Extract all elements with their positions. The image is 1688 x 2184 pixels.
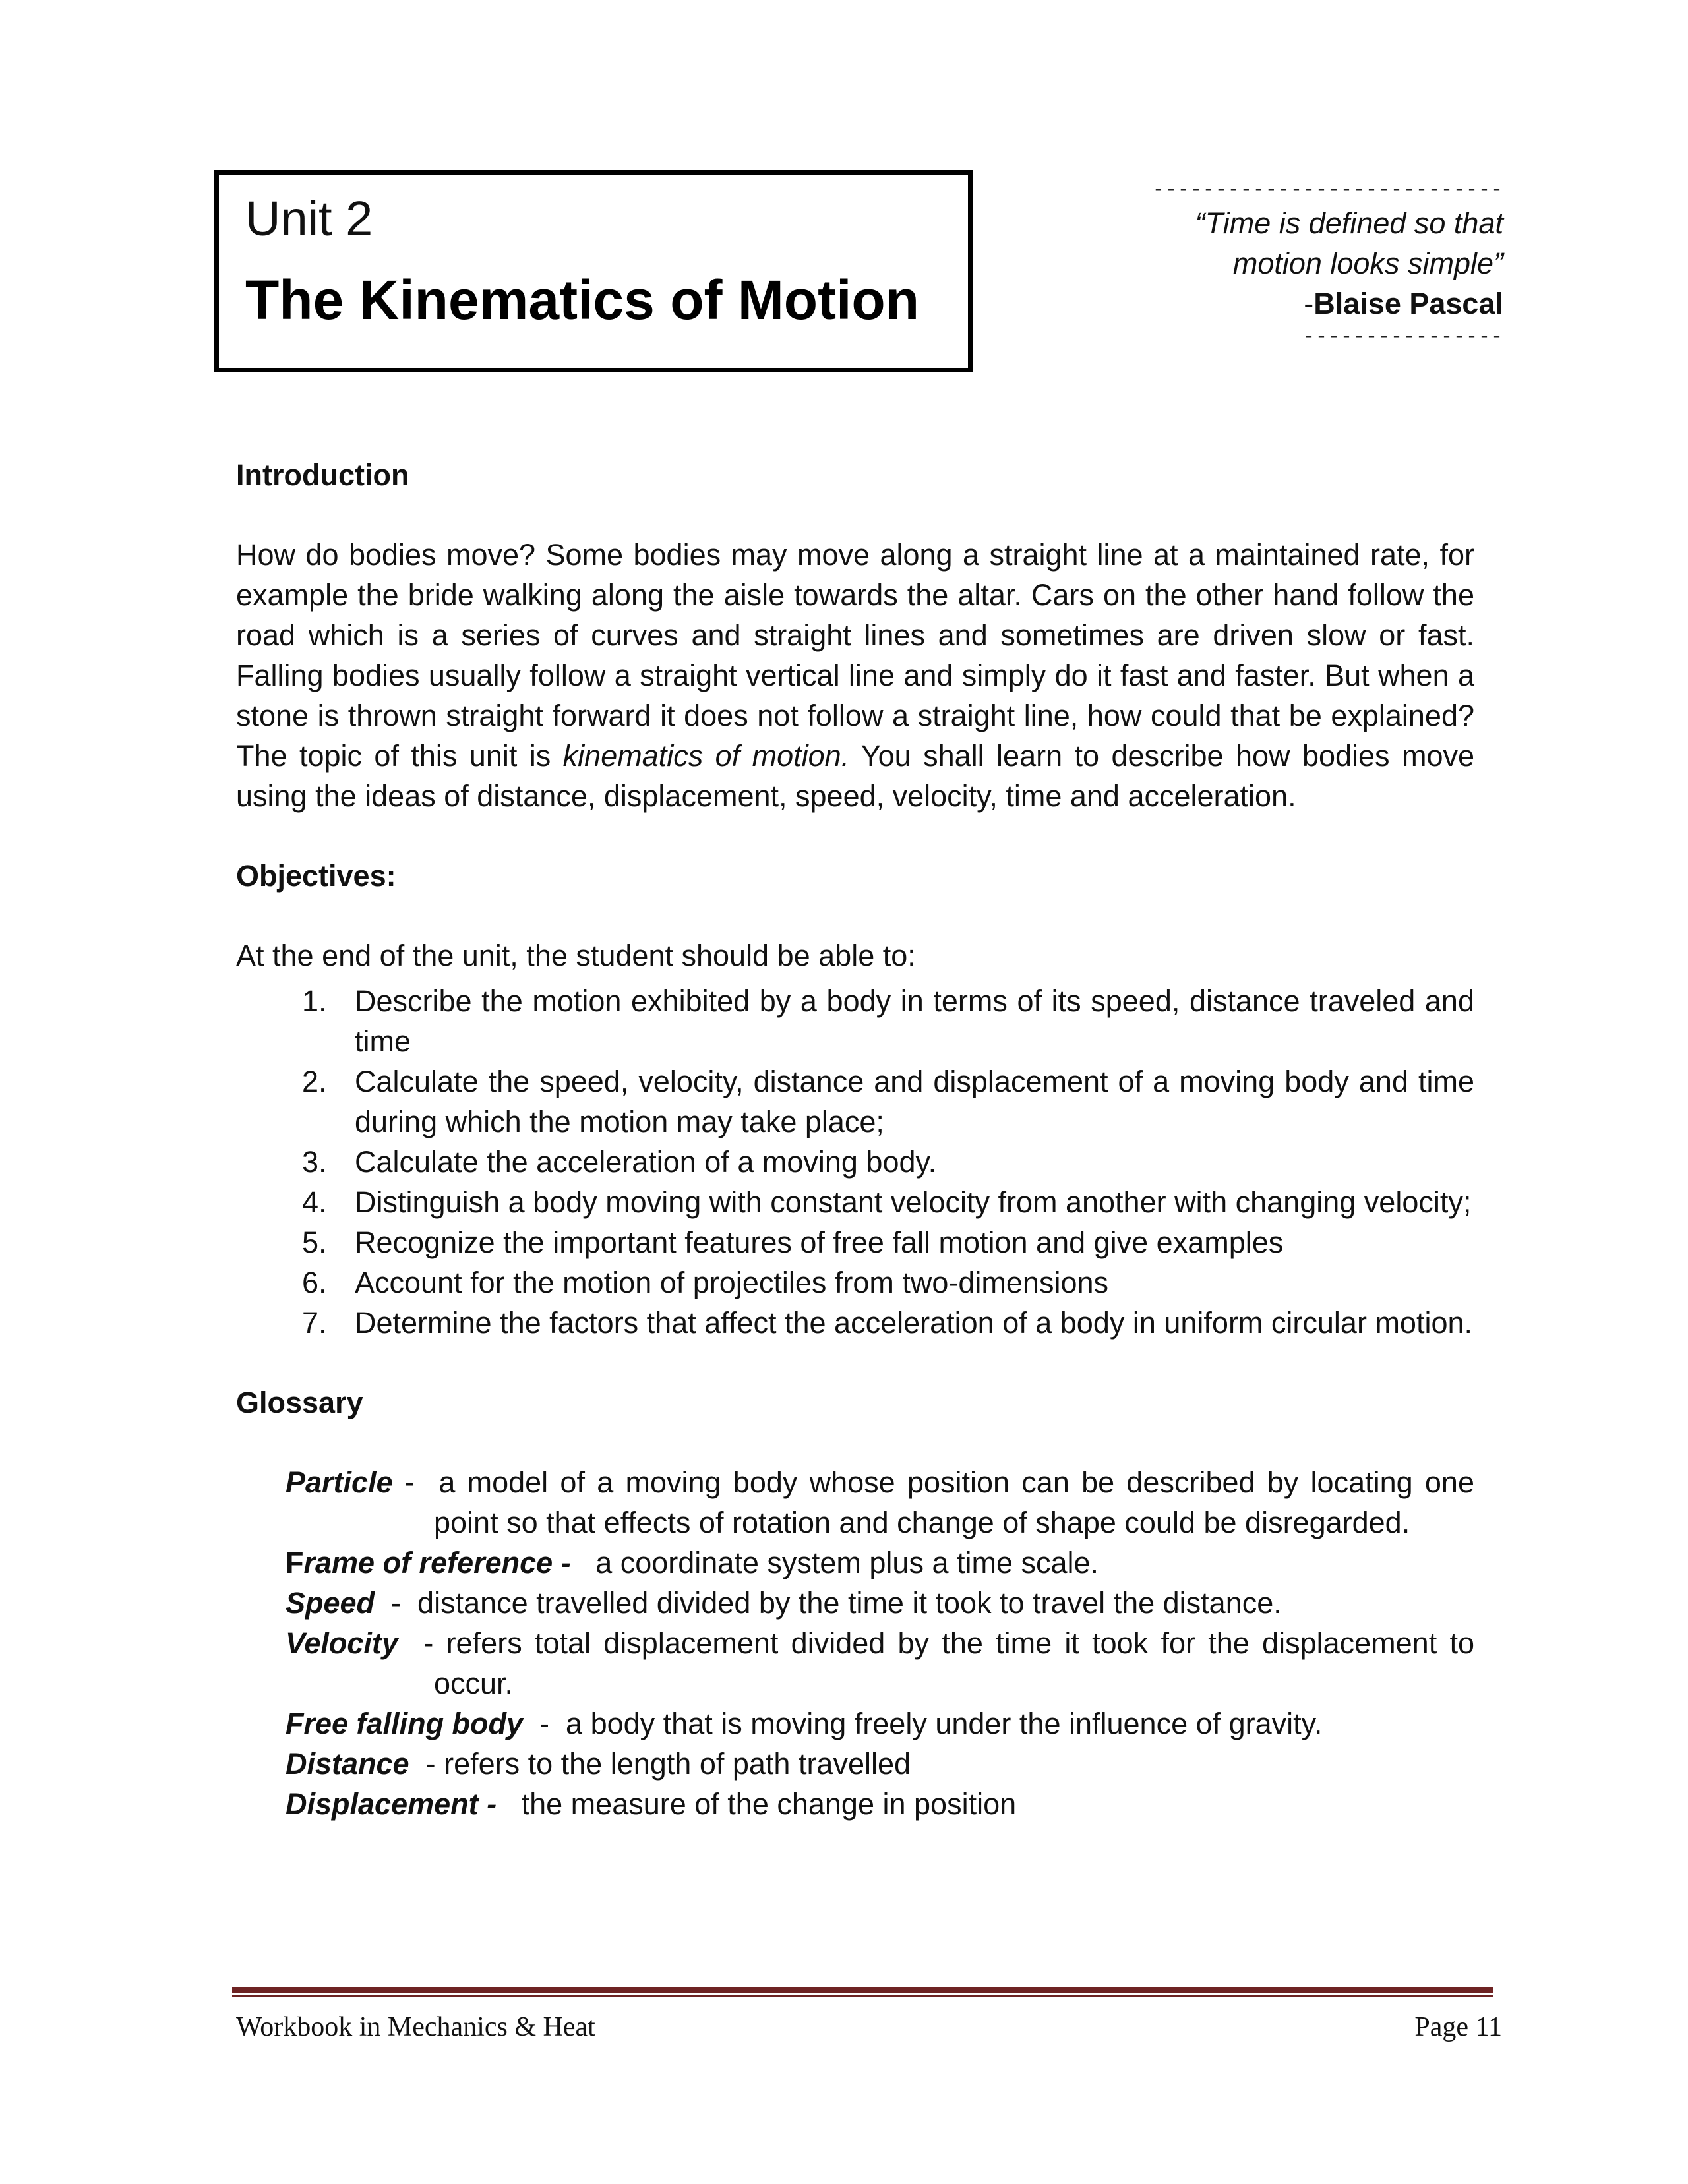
glossary-definition: refers total displacement divided by the time it took for the displacement to occur.	[434, 1626, 1474, 1700]
footer-rule-thin	[232, 1995, 1493, 1997]
epigraph-author-line	[1134, 283, 1503, 324]
objectives-intro: At the end of the unit, the student should be able to:	[236, 939, 916, 972]
glossary-term: Speed	[286, 1586, 375, 1620]
unit-title-box	[214, 170, 973, 372]
footer-page-number: Page 11	[1414, 2012, 1502, 2042]
glossary-separator	[571, 1546, 596, 1579]
epigraph-quote-line-1: “Time is defined so that	[1195, 206, 1503, 240]
epigraph-author-prefix: -	[1304, 287, 1314, 320]
objective-item: 5. Recognize the important features of free fall motion and give examples	[335, 1222, 1474, 1262]
epigraph	[1134, 177, 1503, 350]
glossary-definition: distance travelled divided by the time it took to travel the distance.	[417, 1586, 1282, 1620]
glossary-separator: -	[409, 1747, 444, 1781]
glossary-entry	[286, 1462, 1474, 1543]
glossary-definition: a body that is moving freely under the influence of gravity.	[566, 1707, 1323, 1740]
footer-rule	[232, 1987, 1493, 1993]
objective-item: 7. Determine the factors that affect the acceleration of a body in uniform circular motion.	[335, 1303, 1474, 1343]
glossary-entry	[286, 1583, 1474, 1623]
objective-item: 1. Describe the motion exhibited by a body in terms of its speed, distance traveled and time	[335, 981, 1474, 1061]
unit-title: The Kinematics of Motion	[245, 269, 920, 331]
epigraph-top-rule: ----------------------------	[1152, 179, 1503, 201]
objective-item: 2. Calculate the speed, velocity, distance and displacement of a moving body and time during which the motion may take place;	[335, 1061, 1474, 1142]
glossary-definition: a coordinate system plus a time scale.	[595, 1546, 1099, 1579]
glossary-entry	[286, 1784, 1474, 1824]
objectives-heading: Objectives:	[236, 859, 396, 893]
objectives-list	[236, 981, 1474, 1343]
glossary-list	[286, 1462, 1474, 1824]
glossary-term: rame of reference -	[303, 1546, 571, 1579]
glossary-entry	[286, 1703, 1474, 1744]
glossary-heading: Glossary	[236, 1386, 363, 1419]
glossary-definition: a model of a moving body whose position can be described by locating one point so that effects of rotation and change of shape could be disregarded.	[434, 1465, 1474, 1539]
glossary-term-prefix: F	[286, 1546, 304, 1579]
intro-emphasis: kinematics of motion.	[562, 739, 850, 773]
unit-label: Unit 2	[245, 191, 373, 246]
glossary-separator: -	[398, 1626, 446, 1660]
objective-item: 4. Distinguish a body moving with constant velocity from another with changing velocity;	[335, 1182, 1474, 1222]
glossary-term: Distance	[286, 1747, 409, 1781]
glossary-entry	[286, 1744, 1474, 1784]
glossary-term: Free falling body	[286, 1707, 524, 1740]
page-content	[236, 455, 1474, 1824]
epigraph-bottom-rule: ----------------	[1302, 326, 1503, 348]
glossary-entry	[286, 1543, 1474, 1583]
glossary-entry	[286, 1623, 1474, 1703]
objective-item: 6. Account for the motion of projectiles from two-dimensions	[335, 1262, 1474, 1303]
intro-text-part-1: How do bodies move? Some bodies may move along a straight line at a maintained rate, for example the bride walking along the aisle towards the altar. Cars on the other hand follow the road which is a series of curves and straight lines and sometimes are driven slow or fast. Falling bodies usually follow a straight vertical line and simply do it fast and faster. But when a stone is thrown straight forward it does not follow a straight line, how could that be explained? The topic of this unit is	[236, 538, 1474, 773]
glossary-separator	[497, 1787, 522, 1821]
glossary-definition: the measure of the change in position	[521, 1787, 1017, 1821]
glossary-term: Particle	[286, 1465, 393, 1499]
introduction-paragraph	[236, 535, 1474, 816]
glossary-definition: refers to the length of path travelled	[444, 1747, 911, 1781]
glossary-separator: -	[523, 1707, 566, 1740]
glossary-term: Velocity	[286, 1626, 398, 1660]
glossary-separator: -	[375, 1586, 418, 1620]
epigraph-quote-line-2: motion looks simple”	[1232, 247, 1503, 280]
introduction-heading: Introduction	[236, 458, 409, 492]
intro-text-part-2: You shall learn to describe how bodies move using the ideas of distance, displacement, speed, velocity, time and acceleration.	[236, 739, 1474, 813]
glossary-separator: -	[392, 1465, 439, 1499]
epigraph-author: Blaise Pascal	[1313, 287, 1503, 320]
objective-item: 3. Calculate the acceleration of a moving body.	[335, 1142, 1474, 1182]
glossary-term: Displacement -	[286, 1787, 497, 1821]
footer-book-title: Workbook in Mechanics & Heat	[236, 2012, 595, 2042]
